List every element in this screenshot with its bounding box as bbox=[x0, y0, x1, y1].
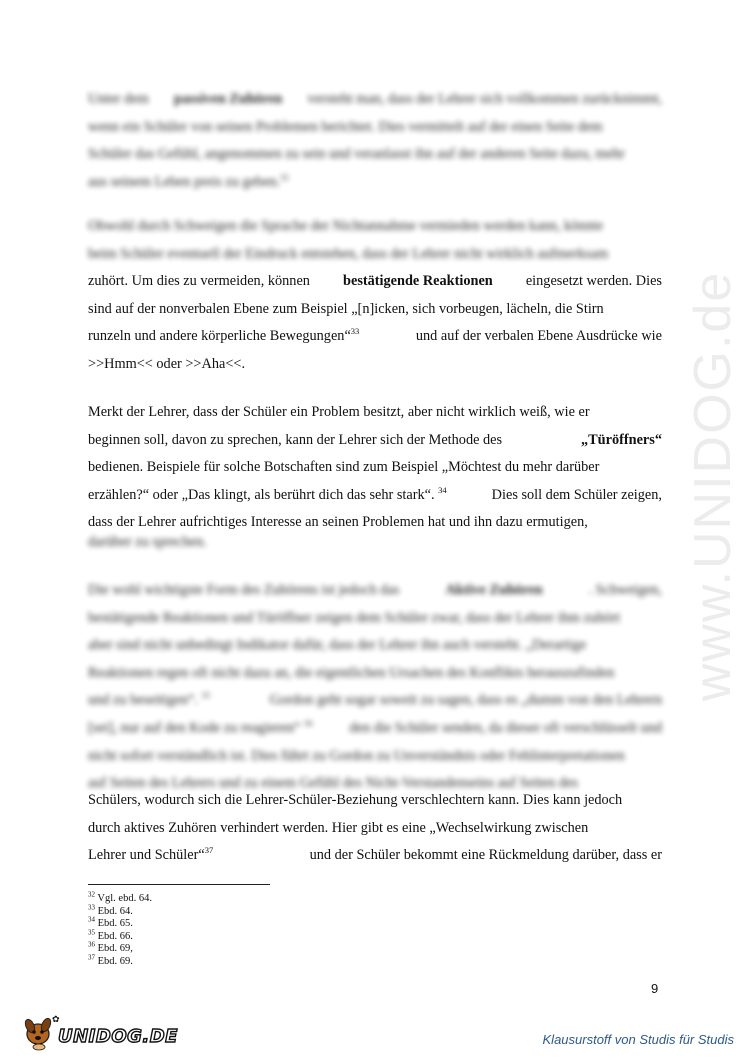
text-span: erzählen?“ oder „Das klingt, als berührt dich das sehr stark“. bbox=[88, 486, 439, 503]
paragraph-door-opener-blurred bbox=[88, 529, 662, 557]
text-line: bedienen. Beispiele für solche Botschaften sind zum Beispiel „Möchtest du mehr darüber bbox=[88, 459, 600, 476]
paragraph-passive-listening bbox=[88, 86, 662, 196]
text-line: sind auf der nonverbalen Ebene zum Beispiel „[n]icken, sich vorbeugen, lächeln, die Stirn bbox=[88, 300, 604, 317]
text-span bbox=[88, 323, 359, 351]
footnote-number: 35 bbox=[88, 928, 95, 937]
text-line bbox=[88, 169, 662, 197]
unidog-logo[interactable] bbox=[22, 1012, 178, 1052]
footnote-ref: 34 bbox=[438, 485, 447, 496]
text-span: . Schweigen, bbox=[588, 582, 662, 598]
text-line bbox=[88, 268, 662, 296]
footnote-number: 33 bbox=[88, 903, 95, 912]
footnote-divider bbox=[88, 884, 270, 885]
text-line bbox=[88, 577, 662, 605]
text-line: nicht sofort verständlich ist. Dies führt zu Gordon zu Unverständnis oder Fehlinterpretationen bbox=[88, 747, 625, 764]
logo-text: UNIDOG.DE bbox=[58, 1026, 178, 1047]
bold-term: bestätigende Reaktionen bbox=[343, 273, 493, 289]
text-line: Reaktionen regen oft nicht dazu an, die eigentlichen Ursachen des Konflikts herauszufinden bbox=[88, 664, 615, 681]
text-line bbox=[88, 687, 662, 715]
text-line: auf Seiten des Lehrers und zu einem Gefühl des Nicht-Verstandenseins auf Seiten des bbox=[88, 775, 578, 792]
text-span bbox=[88, 715, 312, 743]
text-line: >>Hmm<< oder >>Aha<<. bbox=[88, 355, 246, 372]
text-span bbox=[88, 687, 210, 715]
text-span: den die Schüler senden, da dieser oft verschlüsselt und bbox=[349, 719, 662, 736]
text-span: beginnen soll, davon zu sprechen, kann der Lehrer sich der Methode des bbox=[88, 431, 503, 448]
bold-term: Aktive Zuhören bbox=[445, 582, 543, 598]
page-number: 9 bbox=[651, 981, 659, 996]
text-line bbox=[88, 86, 662, 114]
text-line: aber sind nicht unbedingt Indikator dafür, dass der Lehrer ihn auch versteht. „Derartige bbox=[88, 637, 587, 654]
footnote-number: 34 bbox=[88, 915, 95, 924]
footnote-ref: 32 bbox=[280, 172, 289, 183]
text-span: und auf der verbalen Ebene Ausdrücke wie bbox=[415, 328, 662, 345]
text-span: versteht man, dass der Lehrer sich vollkommen zurücknimmt, bbox=[307, 91, 662, 107]
text-line: beim Schüler eventuell der Eindruck entstehen, dass der Lehrer nicht wirklich aufmerksam bbox=[88, 245, 609, 262]
footnote-text: Ebd. 64. bbox=[95, 905, 133, 917]
bold-term: passiven Zuhören bbox=[174, 91, 283, 107]
footnote bbox=[88, 953, 388, 969]
text-span bbox=[88, 482, 447, 510]
text-span: aus seinem Leben preis zu geben. bbox=[88, 173, 281, 190]
paragraph-door-opener bbox=[88, 399, 662, 537]
text-line: Schüler das Gefühl, angenommen zu sein und veranlasst ihn auf der anderen Seite dazu, mehr bbox=[88, 146, 625, 163]
footnote-text: Ebd. 69. bbox=[95, 955, 133, 967]
text-span: Lehrer und Schüler“ bbox=[88, 847, 205, 864]
paw-icon: ✿ bbox=[52, 1014, 60, 1024]
text-line bbox=[88, 842, 662, 870]
text-span bbox=[88, 842, 213, 870]
footnote-number: 36 bbox=[88, 940, 95, 949]
footnote-text: Ebd. 65. bbox=[95, 918, 133, 930]
text-line bbox=[88, 482, 662, 510]
bold-term: „Türöffners“ bbox=[580, 431, 662, 448]
text-span: [sei], nur auf den Kode zu reagieren“ bbox=[88, 719, 304, 736]
footnote-number: 32 bbox=[88, 890, 95, 899]
footnote bbox=[88, 940, 388, 956]
text-span: Die wohl wichtigste Form des Zuhörens ist jedoch das bbox=[88, 582, 400, 598]
text-span: Dies soll dem Schüler zeigen, bbox=[491, 486, 662, 503]
footnote-number: 37 bbox=[88, 953, 95, 962]
text-line: Schülers, wodurch sich die Lehrer-Schüler-Beziehung verschlechtern kann. Dies kann jedoch bbox=[88, 792, 623, 808]
text-line: wenn ein Schüler von seinen Problemen berichtet. Dies vermittelt auf der einen Seite dem bbox=[88, 118, 603, 135]
text-span: Gordon geht sogar soweit zu sagen, dass es „dumm von den Lehrern bbox=[269, 692, 662, 709]
text-span: zuhört. Um dies zu vermeiden, können bbox=[88, 273, 310, 289]
text-line: Obwohl durch Schweigen die Sprache der Nichtannahme vermieden werden kann, könnte bbox=[88, 218, 603, 234]
text-span: runzeln und andere körperliche Bewegungen“ bbox=[88, 328, 351, 345]
text-span: eingesetzt werden. Dies bbox=[525, 273, 662, 289]
text-line: darüber zu sprechen. bbox=[88, 534, 207, 550]
paragraph-confirming-blurred bbox=[88, 213, 662, 268]
text-line: durch aktives Zuhören verhindert werden. Hier gibt es eine „Wechselwirkung zwischen bbox=[88, 819, 589, 836]
footnotes bbox=[88, 890, 388, 969]
footnote-ref: 36 bbox=[303, 718, 313, 729]
footnote-ref: 37 bbox=[204, 845, 214, 856]
text-line bbox=[88, 427, 662, 455]
text-line: Merkt der Lehrer, dass der Schüler ein Problem besitzt, aber nicht wirklich weiß, wie er bbox=[88, 404, 590, 420]
footnote-ref: 33 bbox=[350, 326, 360, 337]
text-line: dass der Lehrer aufrichtiges Interesse an seinen Problemen hat und ihn dazu ermutigen, bbox=[88, 514, 588, 531]
paragraph-active-listening bbox=[88, 787, 662, 870]
tagline: Klausurstoff von Studis für Studis bbox=[542, 1032, 734, 1047]
watermark: www.UNIDOG.de bbox=[684, 270, 742, 702]
paragraph-confirming-reactions bbox=[88, 268, 662, 378]
footnote-text: Ebd. 66. bbox=[95, 930, 133, 942]
text-line bbox=[88, 715, 662, 743]
text-span: Unter dem bbox=[88, 91, 149, 107]
footnote bbox=[88, 903, 388, 919]
footnote-ref: 35 bbox=[201, 690, 211, 701]
text-span: und zu beseitigen“. bbox=[88, 692, 202, 709]
paragraph-active-listening-blurred bbox=[88, 577, 662, 798]
footnote bbox=[88, 890, 388, 906]
footnote-text: Vgl. ebd. 64. bbox=[95, 893, 152, 904]
footnote-text: Ebd. 69, bbox=[95, 943, 133, 955]
text-line bbox=[88, 323, 662, 351]
footnote bbox=[88, 915, 388, 931]
text-span: und der Schüler bekommt eine Rückmeldung darüber, dass er bbox=[309, 847, 662, 864]
footnote bbox=[88, 928, 388, 944]
text-line: bestätigende Reaktionen und Türöffner zeigen dem Schüler zwar, dass der Lehrer ihm zuhört bbox=[88, 609, 621, 626]
